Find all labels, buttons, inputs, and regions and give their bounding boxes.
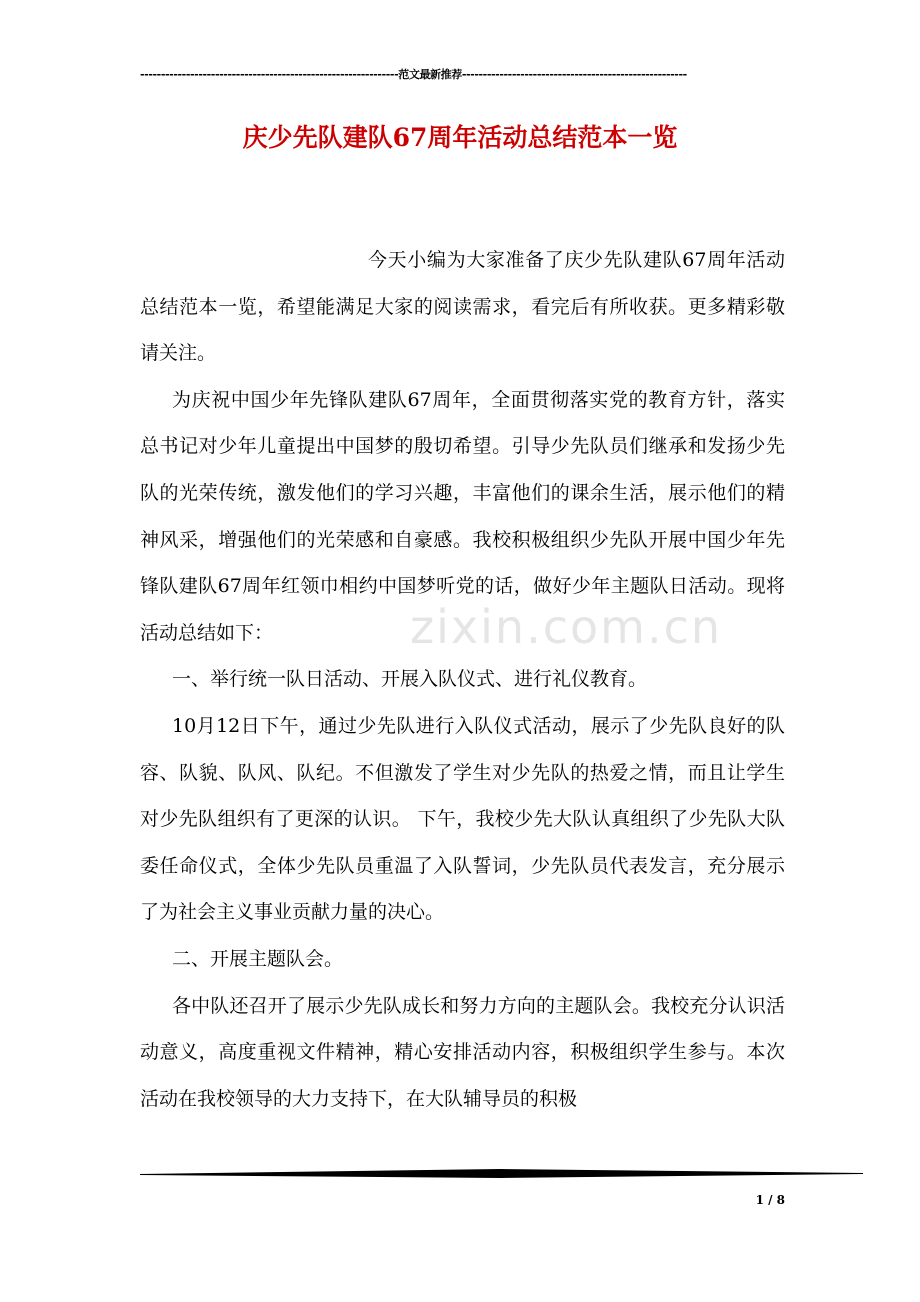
footer-divider xyxy=(140,1168,863,1180)
body-paragraph: 10月12日下午，通过少先队进行入队仪式活动，展示了少先队良好的队容、队貌、队风、队纪。不但激发了学生对少先队的热爱之情，而且让学生对少先队组织有了更深的认识。 下午，我校少先大队认真组织了少先队大队委任命仪式，全体少先队员重温了入队誓词，少先队员代表发言，充分展示了为社会主义事业贡献力量的决心。 xyxy=(140,714,785,924)
section-heading: 二、开展主题队会。 xyxy=(172,947,344,970)
body-paragraph: 各中队还召开了展示少先队成长和努力方向的主题队会。我校充分认识活动意义，高度重视文件精神，精心安排活动内容，积极组织学生参与。本次活动在我校领导的大力支持下，在大队辅导员的积极 xyxy=(140,994,785,1110)
intro-paragraph: 今天小编为大家准备了庆少先队建队67周年活动总结范本一览，希望能满足大家的阅读需求，看完后有所收获。更多精彩敬请关注。 xyxy=(140,249,785,365)
watermark: zixin.com.cn xyxy=(410,600,723,654)
section-heading: 一、举行统一队日活动、开展入队仪式、进行礼仪教育。 xyxy=(172,668,648,691)
page-number: 1 / 8 xyxy=(755,1193,785,1207)
body-paragraph: 为庆祝中国少年先锋队建队67周年，全面贯彻落实党的教育方针，落实总书记对少年儿童提出中国梦的殷切希望。引导少先队员们继承和发扬少先队的光荣传统，激发他们的学习兴趣，丰富他们的课余生活，展示他们的精神风采，增强他们的光荣感和自豪感。我校积极组织少先队开展中国少年先锋队建队67周年红领巾相约中国梦听党的话，做好少年主题队日活动。现将活动总结如下： xyxy=(140,388,785,644)
header-rule: --------------------------------------------------------------范文最新推荐------------------------------------------------------ xyxy=(140,68,687,81)
document-title: 庆少先队建队67周年活动总结范本一览 xyxy=(242,123,678,152)
document-body xyxy=(140,237,785,1122)
